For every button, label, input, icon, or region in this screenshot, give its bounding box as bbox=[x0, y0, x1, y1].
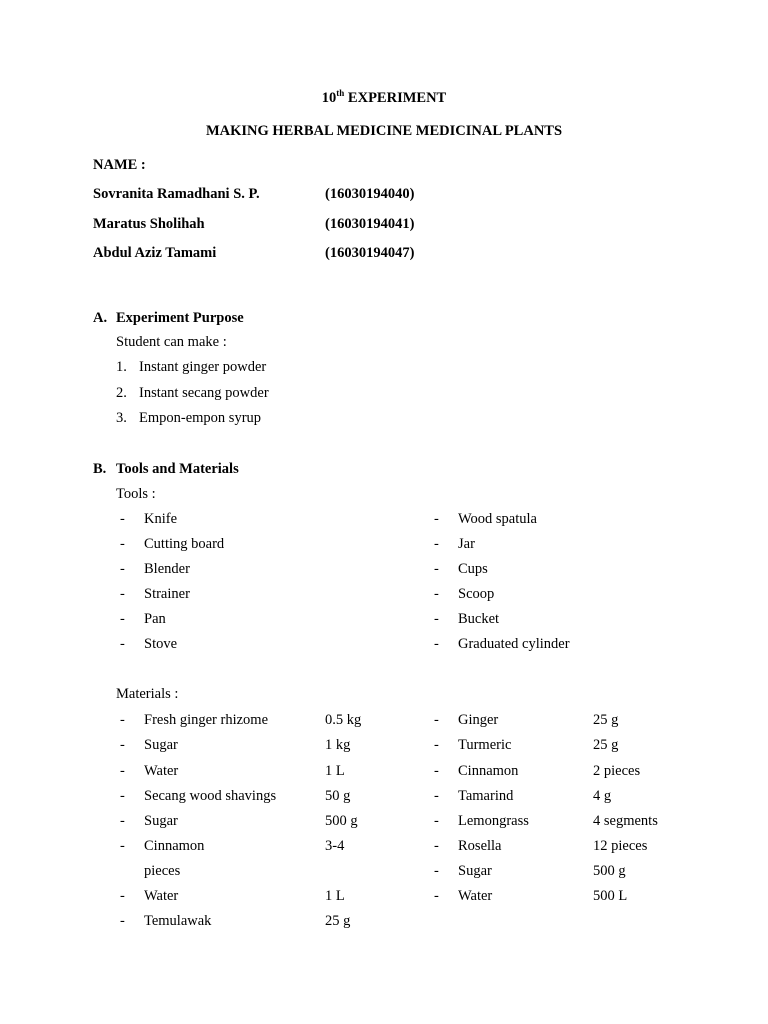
material-quantity: 4 g bbox=[593, 788, 612, 804]
material-quantity: 50 g bbox=[325, 788, 351, 804]
material-name: Cinnamon bbox=[144, 838, 205, 854]
bullet-dash: - bbox=[120, 813, 125, 829]
material-name: Water bbox=[144, 763, 179, 779]
bullet-dash: - bbox=[120, 611, 125, 627]
bullet-dash: - bbox=[434, 888, 439, 904]
bullet-dash: - bbox=[120, 737, 125, 753]
tool-item: Blender bbox=[144, 561, 190, 577]
material-quantity: 0.5 kg bbox=[325, 712, 362, 728]
bullet-dash: - bbox=[434, 561, 439, 577]
material-quantity: 25 g bbox=[593, 712, 619, 728]
bullet-dash: - bbox=[434, 813, 439, 829]
tool-item: Bucket bbox=[458, 611, 500, 627]
section-b-letter: B. bbox=[93, 461, 107, 477]
tool-item: Stove bbox=[144, 636, 178, 652]
bullet-dash: - bbox=[120, 586, 125, 602]
material-name: Cinnamon bbox=[458, 763, 519, 779]
material-name: Fresh ginger rhizome bbox=[144, 712, 269, 728]
member-name: Abdul Aziz Tamami bbox=[93, 245, 217, 261]
bullet-dash: - bbox=[434, 838, 439, 854]
purpose-item-text: Instant ginger powder bbox=[139, 359, 267, 375]
section-a-letter: A. bbox=[93, 310, 108, 326]
tool-item: Scoop bbox=[458, 586, 495, 602]
material-name: Sugar bbox=[144, 813, 178, 829]
material-quantity: 500 g bbox=[325, 813, 358, 829]
tool-item: Strainer bbox=[144, 586, 190, 602]
tools-label: Tools : bbox=[116, 486, 156, 502]
member-name: Maratus Sholihah bbox=[93, 216, 205, 232]
material-quantity: 2 pieces bbox=[593, 763, 641, 779]
title-number: 10 bbox=[321, 90, 337, 106]
bullet-dash: - bbox=[434, 586, 439, 602]
material-quantity: 3-4 bbox=[325, 838, 345, 854]
bullet-dash: - bbox=[434, 511, 439, 527]
tool-item: Jar bbox=[458, 536, 475, 552]
bullet-dash: - bbox=[120, 763, 125, 779]
material-quantity: 1 L bbox=[325, 763, 345, 779]
materials-label: Materials : bbox=[116, 686, 179, 702]
document-subtitle: MAKING HERBAL MEDICINE MEDICINAL PLANTS bbox=[205, 123, 563, 139]
bullet-dash: - bbox=[434, 737, 439, 753]
bullet-dash: - bbox=[120, 712, 125, 728]
material-name: Sugar bbox=[144, 737, 178, 753]
member-id: (16030194047) bbox=[325, 245, 415, 261]
material-name: Rosella bbox=[458, 838, 502, 854]
material-name: Ginger bbox=[458, 712, 499, 728]
bullet-dash: - bbox=[120, 511, 125, 527]
tool-item: Cutting board bbox=[144, 536, 225, 552]
material-name: Secang wood shavings bbox=[144, 788, 277, 804]
bullet-dash: - bbox=[434, 788, 439, 804]
title-superscript: th bbox=[336, 88, 345, 98]
bullet-dash: - bbox=[120, 561, 125, 577]
bullet-dash: - bbox=[120, 913, 125, 929]
material-quantity: 500 L bbox=[593, 888, 628, 904]
material-quantity: 500 g bbox=[593, 863, 626, 879]
bullet-dash: - bbox=[434, 636, 439, 652]
title-text: EXPERIMENT bbox=[344, 90, 447, 106]
tool-item: Pan bbox=[144, 611, 166, 627]
member-id: (16030194041) bbox=[325, 216, 415, 232]
material-name: pieces bbox=[144, 863, 181, 879]
material-name: Sugar bbox=[458, 863, 492, 879]
purpose-item-number: 3. bbox=[116, 410, 127, 426]
bullet-dash: - bbox=[434, 536, 439, 552]
purpose-item-number: 2. bbox=[116, 385, 127, 401]
bullet-dash: - bbox=[120, 536, 125, 552]
material-quantity: 25 g bbox=[325, 913, 351, 929]
name-label: NAME : bbox=[93, 157, 146, 173]
purpose-intro: Student can make : bbox=[116, 334, 227, 350]
bullet-dash: - bbox=[120, 788, 125, 804]
bullet-dash: - bbox=[434, 863, 439, 879]
section-b-heading: Tools and Materials bbox=[116, 461, 239, 477]
material-name: Turmeric bbox=[458, 737, 512, 753]
tool-item: Wood spatula bbox=[458, 511, 537, 527]
tool-item: Knife bbox=[144, 511, 178, 527]
tool-item: Graduated cylinder bbox=[458, 636, 570, 652]
document-title bbox=[0, 88, 768, 107]
purpose-item-text: Empon-empon syrup bbox=[139, 410, 262, 426]
bullet-dash: - bbox=[120, 888, 125, 904]
tool-item: Cups bbox=[458, 561, 488, 577]
member-name: Sovranita Ramadhani S. P. bbox=[93, 186, 260, 202]
bullet-dash: - bbox=[434, 611, 439, 627]
material-name: Tamarind bbox=[458, 788, 514, 804]
material-quantity: 1 kg bbox=[325, 737, 351, 753]
bullet-dash: - bbox=[120, 636, 125, 652]
purpose-item-number: 1. bbox=[116, 359, 127, 375]
section-a-heading: Experiment Purpose bbox=[116, 310, 244, 326]
purpose-item-text: Instant secang powder bbox=[139, 385, 269, 401]
material-name: Water bbox=[458, 888, 493, 904]
material-quantity: 25 g bbox=[593, 737, 619, 753]
material-name: Water bbox=[144, 888, 179, 904]
material-name: Lemongrass bbox=[458, 813, 529, 829]
bullet-dash: - bbox=[120, 838, 125, 854]
member-id: (16030194040) bbox=[325, 186, 415, 202]
material-name: Temulawak bbox=[144, 913, 212, 929]
material-quantity: 4 segments bbox=[593, 813, 658, 829]
bullet-dash: - bbox=[434, 712, 439, 728]
material-quantity: 1 L bbox=[325, 888, 345, 904]
bullet-dash: - bbox=[434, 763, 439, 779]
material-quantity: 12 pieces bbox=[593, 838, 648, 854]
